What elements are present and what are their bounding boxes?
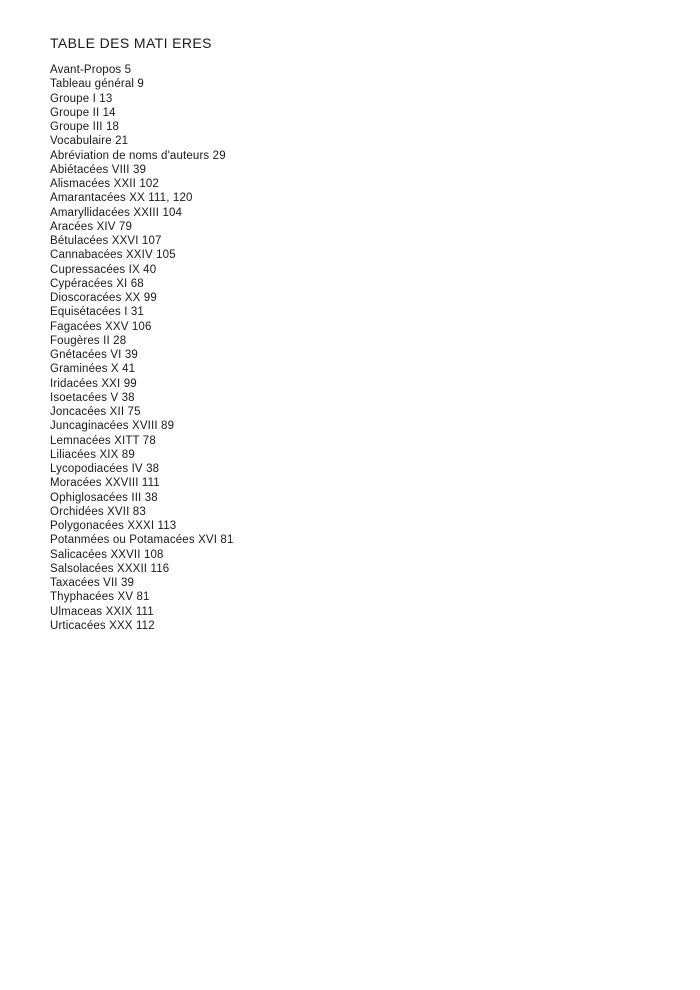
toc-entry: Vocabulaire 21 — [50, 135, 129, 148]
toc-entry: Taxacées VII 39 — [50, 577, 135, 589]
toc-entry: Joncacées XII 75 — [50, 406, 141, 418]
toc-entry: Fougères II 28 — [50, 334, 127, 347]
toc-entry: Liliacées XIX 89 — [50, 448, 135, 461]
toc-entry: Dioscoracées XX 99 — [50, 292, 157, 304]
toc-entry: Isoetacées V 38 — [50, 391, 135, 404]
toc-entry: Salicacées XXVII 108 — [50, 548, 164, 561]
toc-entry: Aracées XIV 79 — [50, 220, 133, 233]
toc-entry: Bétulacées XXVI 107 — [50, 235, 162, 247]
toc-entry: Salsolacées XXXII 116 — [50, 562, 170, 575]
toc-entry: Avant-Propos 5 — [50, 64, 132, 76]
toc-list — [50, 63, 650, 633]
toc-entry: Groupe III 18 — [50, 121, 120, 133]
toc-entry: Abiétacées VIII 39 — [50, 163, 147, 176]
toc-entry: Equisétacées I 31 — [50, 306, 144, 319]
toc-entry: Fagacées XXV 106 — [50, 320, 152, 333]
toc-entry: Polygonacées XXXI 113 — [50, 520, 177, 532]
toc-entry: Lycopodiacées IV 38 — [50, 463, 160, 475]
toc-entry: Juncaginacées XVIII 89 — [50, 420, 175, 433]
toc-entry: Orchidées XVII 83 — [50, 505, 146, 518]
toc-entry: Alismacées XXII 102 — [50, 178, 159, 190]
toc-title: TABLE DES MATI ERES — [50, 35, 212, 51]
toc-entry: Lemnacées XITT 78 — [50, 434, 156, 447]
toc-entry: Cupressacées IX 40 — [50, 263, 157, 276]
toc-entry: Thyphacées XV 81 — [50, 591, 150, 604]
toc-entry: Gnétacées VI 39 — [50, 349, 138, 361]
toc-entry: Abréviation de noms d'auteurs 29 — [50, 149, 226, 162]
toc-entry: Groupe II 14 — [50, 106, 116, 119]
toc-entry: Groupe I 13 — [50, 92, 113, 105]
toc-entry: Tableau général 9 — [50, 78, 144, 91]
toc-entry: Cannabacées XXIV 105 — [50, 249, 176, 262]
toc-entry: Cypéracées XI 68 — [50, 277, 144, 290]
toc-entry: Ulmaceas XXIX 111 — [50, 605, 154, 618]
toc-entry: Urticacées XXX 112 — [50, 619, 155, 632]
toc-entry: Ophiglosacées III 38 — [50, 491, 158, 504]
document-page — [50, 34, 650, 633]
toc-entry: Potanmées ou Potamacées XVI 81 — [50, 534, 234, 547]
toc-entry: Moracées XXVIII 111 — [50, 477, 160, 490]
toc-entry: Amarantacées XX 111, 120 — [50, 192, 193, 205]
toc-entry: Iridacées XXI 99 — [50, 377, 137, 390]
toc-entry: Amaryllidacées XXIII 104 — [50, 206, 183, 219]
toc-entry: Graminées X 41 — [50, 363, 136, 376]
